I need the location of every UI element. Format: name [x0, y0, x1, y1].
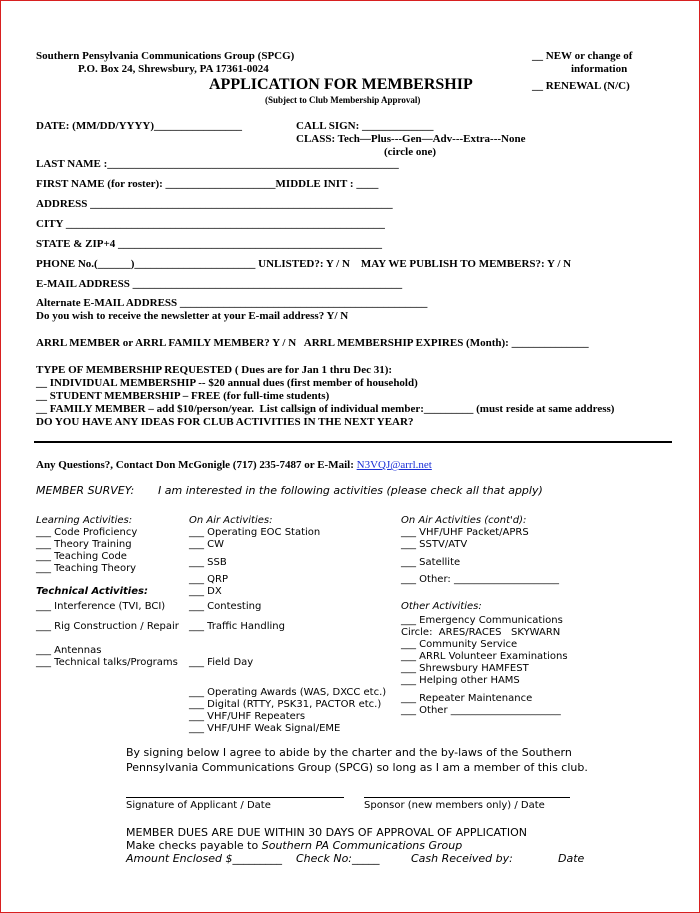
- survey-option[interactable]: ___ Traffic Handling: [189, 621, 285, 632]
- survey-option[interactable]: ___ Helping other HAMS: [401, 675, 520, 686]
- last-name-field[interactable]: LAST NAME :_____________________________________________________: [36, 158, 399, 170]
- survey-option[interactable]: ___ VHF/UHF Packet/APRS: [401, 527, 529, 538]
- on-air-activities-header: On Air Activities:: [189, 515, 273, 526]
- org-name: Southern Pensylvania Communications Group (SPCG): [36, 50, 295, 62]
- section-divider: [34, 441, 672, 443]
- ares-skywarn-circle[interactable]: Circle: ARES/RACES SKYWARN: [401, 627, 561, 638]
- agreement-line-2: Pennsylvania Communications Group (SPCG) so long as I am a member of this club.: [126, 761, 588, 774]
- membership-type-header: TYPE OF MEMBERSHIP REQUESTED ( Dues are for Jan 1 thru Dec 31):: [36, 364, 393, 376]
- survey-option[interactable]: ___ Operating Awards (WAS, DXCC etc.): [189, 687, 387, 698]
- license-class-field[interactable]: CLASS: Tech—Plus---Gen—Adv---Extra---None: [296, 133, 526, 145]
- first-name-field[interactable]: FIRST NAME (for roster): ____________________MIDDLE INIT : ____: [36, 178, 379, 190]
- sponsor-label: Sponsor (new members only) / Date: [364, 800, 545, 811]
- signature-label: Signature of Applicant / Date: [126, 800, 271, 811]
- page-subtitle: (Subject to Club Membership Approval): [265, 95, 421, 105]
- phone-field[interactable]: PHONE No.(______)______________________ UNLISTED?: Y / N MAY WE PUBLISH TO MEMBERS?: Y / N: [36, 258, 572, 270]
- survey-option[interactable]: ___ Satellite: [401, 557, 461, 568]
- technical-activities-header: Technical Activities:: [36, 586, 148, 597]
- survey-option[interactable]: ___ VHF/UHF Weak Signal/EME: [189, 723, 341, 734]
- checks-payable: [126, 840, 462, 851]
- ideas-question[interactable]: DO YOU HAVE ANY IDEAS FOR CLUB ACTIVITIES IN THE NEXT YEAR?: [36, 416, 414, 428]
- survey-option[interactable]: ___ Emergency Communications: [401, 615, 563, 626]
- survey-option[interactable]: ___ Antennas: [36, 645, 102, 656]
- survey-option[interactable]: ___ Other ______________________: [401, 705, 561, 716]
- page-title: APPLICATION FOR MEMBERSHIP: [209, 76, 473, 93]
- sponsor-signature-line[interactable]: [364, 797, 570, 798]
- amount-enclosed-field[interactable]: Amount Enclosed $_________: [126, 852, 282, 865]
- city-field[interactable]: CITY __________________________________________________________: [36, 218, 385, 230]
- survey-option[interactable]: ___ Shrewsbury HAMFEST: [401, 663, 529, 674]
- survey-option[interactable]: ___ QRP: [189, 574, 229, 585]
- survey-option[interactable]: ___ SSB: [189, 557, 227, 568]
- information-label: information: [571, 63, 628, 75]
- survey-option[interactable]: ___ CW: [189, 539, 225, 550]
- date-field[interactable]: DATE: (MM/DD/YYYY)________________: [36, 120, 243, 132]
- survey-option[interactable]: ___ Digital (RTTY, PSK31, PACTOR etc.): [189, 699, 382, 710]
- student-membership-option[interactable]: __ STUDENT MEMBERSHIP – FREE (for full-time students): [36, 390, 330, 402]
- dues-notice: MEMBER DUES ARE DUE WITHIN 30 DAYS OF APPROVAL OF APPLICATION: [126, 826, 528, 839]
- contact-line: [36, 460, 432, 471]
- contact-email-link[interactable]: N3VQJ@arrl.net: [356, 459, 432, 471]
- survey-option[interactable]: ___ Field Day: [189, 657, 254, 668]
- on-air-cont-header: On Air Activities (cont'd):: [401, 515, 527, 526]
- cash-date-field[interactable]: Date: [558, 852, 585, 865]
- learning-activities-header: Learning Activities:: [36, 515, 133, 526]
- signature-line[interactable]: [126, 797, 344, 798]
- individual-membership-option[interactable]: __ INDIVIDUAL MEMBERSHIP -- $20 annual dues (first member of household): [36, 377, 418, 389]
- email-field[interactable]: E-MAIL ADDRESS _________________________________________________: [36, 278, 403, 290]
- family-membership-option[interactable]: __ FAMILY MEMBER – add $10/person/year. List callsign of individual member:_________ (must reside at same address): [36, 403, 615, 415]
- survey-label: MEMBER SURVEY:: [36, 484, 135, 497]
- survey-option[interactable]: ___ Repeater Maintenance: [401, 693, 533, 704]
- cash-received-field[interactable]: Cash Received by:: [411, 852, 513, 865]
- state-zip-field[interactable]: STATE & ZIP+4 ________________________________________________: [36, 238, 382, 250]
- survey-option[interactable]: ___ Contesting: [189, 601, 262, 612]
- newsletter-question[interactable]: Do you wish to receive the newsletter at your E-mail address? Y/ N: [36, 310, 349, 322]
- survey-option[interactable]: ___ DX: [189, 586, 222, 597]
- survey-option[interactable]: ___ Rig Construction / Repair: [36, 621, 179, 632]
- survey-option[interactable]: ___ ARRL Volunteer Examinations: [401, 651, 568, 662]
- survey-option[interactable]: ___ Community Service: [401, 639, 518, 650]
- arrl-member-field[interactable]: ARRL MEMBER or ARRL FAMILY MEMBER? Y / N ARRL MEMBERSHIP EXPIRES (Month): ______________: [36, 337, 589, 349]
- new-change-option[interactable]: __ NEW or change of: [532, 50, 633, 62]
- survey-option[interactable]: ___ Technical talks/Programs: [36, 657, 178, 668]
- address-field[interactable]: ADDRESS _______________________________________________________: [36, 198, 393, 210]
- survey-intro: I am interested in the following activities (please check all that apply): [158, 484, 543, 497]
- renewal-option[interactable]: __ RENEWAL (N/C): [532, 80, 630, 92]
- alt-email-field[interactable]: Alternate E-MAIL ADDRESS _____________________________________________: [36, 297, 428, 309]
- survey-option[interactable]: ___ Code Proficiency: [36, 527, 138, 538]
- survey-option[interactable]: ___ Operating EOC Station: [189, 527, 321, 538]
- contact-text: Any Questions?, Contact Don McGonigle (717) 235-7487 or E-Mail:: [36, 459, 357, 471]
- survey-option[interactable]: ___ VHF/UHF Repeaters: [189, 711, 306, 722]
- survey-option[interactable]: ___ Theory Training: [36, 539, 132, 550]
- survey-option[interactable]: ___ Other: _____________________: [401, 574, 559, 585]
- agreement-line-1: By signing below I agree to abide by the charter and the by-laws of the Southern: [126, 746, 572, 759]
- circle-one-note: (circle one): [384, 146, 437, 158]
- checks-payee: Southern PA Communications Group: [261, 839, 463, 852]
- other-activities-header: Other Activities:: [401, 601, 482, 612]
- survey-option[interactable]: ___ Teaching Code: [36, 551, 127, 562]
- call-sign-field[interactable]: CALL SIGN: _____________: [296, 120, 434, 132]
- checks-payable-text: Make checks payable to: [126, 839, 262, 852]
- org-address: P.O. Box 24, Shrewsbury, PA 17361-0024: [78, 63, 269, 75]
- survey-option[interactable]: ___ Interference (TVI, BCI): [36, 601, 166, 612]
- survey-option[interactable]: ___ SSTV/ATV: [401, 539, 468, 550]
- survey-option[interactable]: ___ Teaching Theory: [36, 563, 137, 574]
- check-number-field[interactable]: Check No:_____: [296, 852, 380, 865]
